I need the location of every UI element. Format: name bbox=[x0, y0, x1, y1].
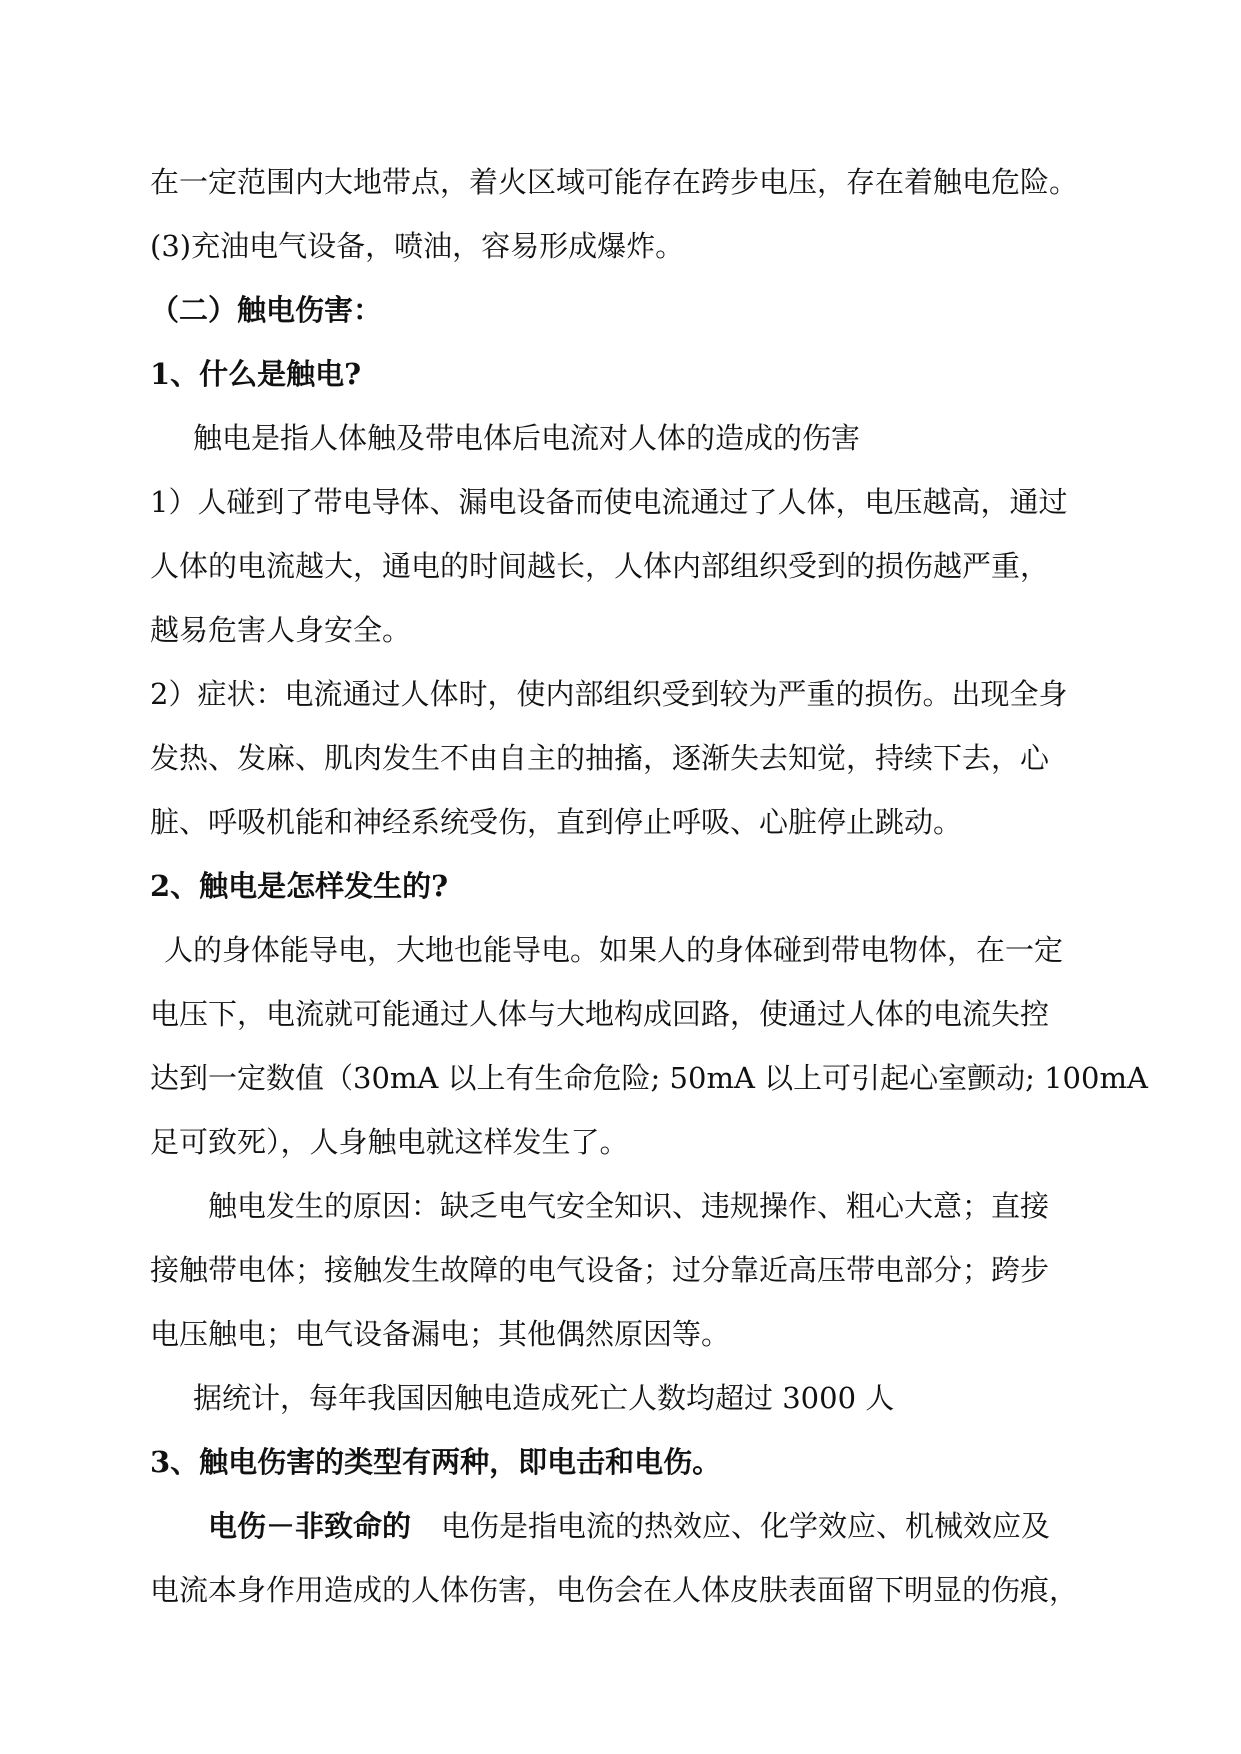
paragraph-line: 在一定范围内大地带点，着火区域可能存在跨步电压，存在着触电危险。 bbox=[150, 165, 1079, 199]
paragraph-line: 达到一定数值（30mA 以上有生命危险; 50mA 以上可引起心室颤动; 100mA bbox=[150, 1061, 1148, 1095]
section-heading-electric-shock: （二）触电伤害： bbox=[150, 293, 383, 327]
term-definition: 电伤是指电流的热效应、化学效应、机械效应及 bbox=[441, 1509, 1051, 1543]
paragraph-line: 电流本身作用造成的人体伤害，电伤会在人体皮肤表面留下明显的伤痕， bbox=[150, 1573, 1079, 1607]
question-heading-2: 2、触电是怎样发生的? bbox=[150, 869, 449, 903]
paragraph-line: 人体的电流越大，通电的时间越长，人体内部组织受到的损伤越严重， bbox=[150, 549, 1050, 583]
paragraph-line: 电压下，电流就可能通过人体与大地构成回路，使通过人体的电流失控 bbox=[150, 997, 1050, 1031]
paragraph-line: 触电发生的原因：缺乏电气安全知识、违规操作、粗心大意；直接 bbox=[208, 1189, 1050, 1223]
list-item-3: (3)充油电气设备，喷油，容易形成爆炸。 bbox=[150, 229, 685, 263]
paragraph-line: 脏、呼吸机能和神经系统受伤，直到停止呼吸、心脏停止跳动。 bbox=[150, 805, 963, 839]
term-electric-injury: 电伤－非致命的 bbox=[208, 1509, 412, 1543]
paragraph-line: 1）人碰到了带电导体、漏电设备而使电流通过了人体，电压越高，通过 bbox=[150, 485, 1068, 519]
paragraph-line: 接触带电体；接触发生故障的电气设备；过分靠近高压带电部分；跨步 bbox=[150, 1253, 1050, 1287]
paragraph-line: 发热、发麻、肌肉发生不由自主的抽搐，逐渐失去知觉，持续下去，心 bbox=[150, 741, 1050, 775]
paragraph-line: 足可致死），人身触电就这样发生了。 bbox=[150, 1125, 629, 1159]
question-heading-1: 1、什么是触电? bbox=[150, 357, 362, 391]
paragraph-line: 2）症状：电流通过人体时，使内部组织受到较为严重的损伤。出现全身 bbox=[150, 677, 1068, 711]
paragraph-line bbox=[150, 1494, 1181, 1558]
statistics-line: 据统计，每年我国因触电造成死亡人数均超过 3000 人 bbox=[193, 1381, 895, 1415]
paragraph-line: 人的身体能导电，大地也能导电。如果人的身体碰到带电物体，在一定 bbox=[164, 933, 1064, 967]
paragraph-line: 电压触电；电气设备漏电；其他偶然原因等。 bbox=[150, 1317, 731, 1351]
definition-line: 触电是指人体触及带电体后电流对人体的造成的伤害 bbox=[193, 421, 861, 455]
paragraph-line: 越易危害人身安全。 bbox=[150, 613, 412, 647]
question-heading-3: 3、触电伤害的类型有两种，即电击和电伤。 bbox=[150, 1445, 722, 1479]
